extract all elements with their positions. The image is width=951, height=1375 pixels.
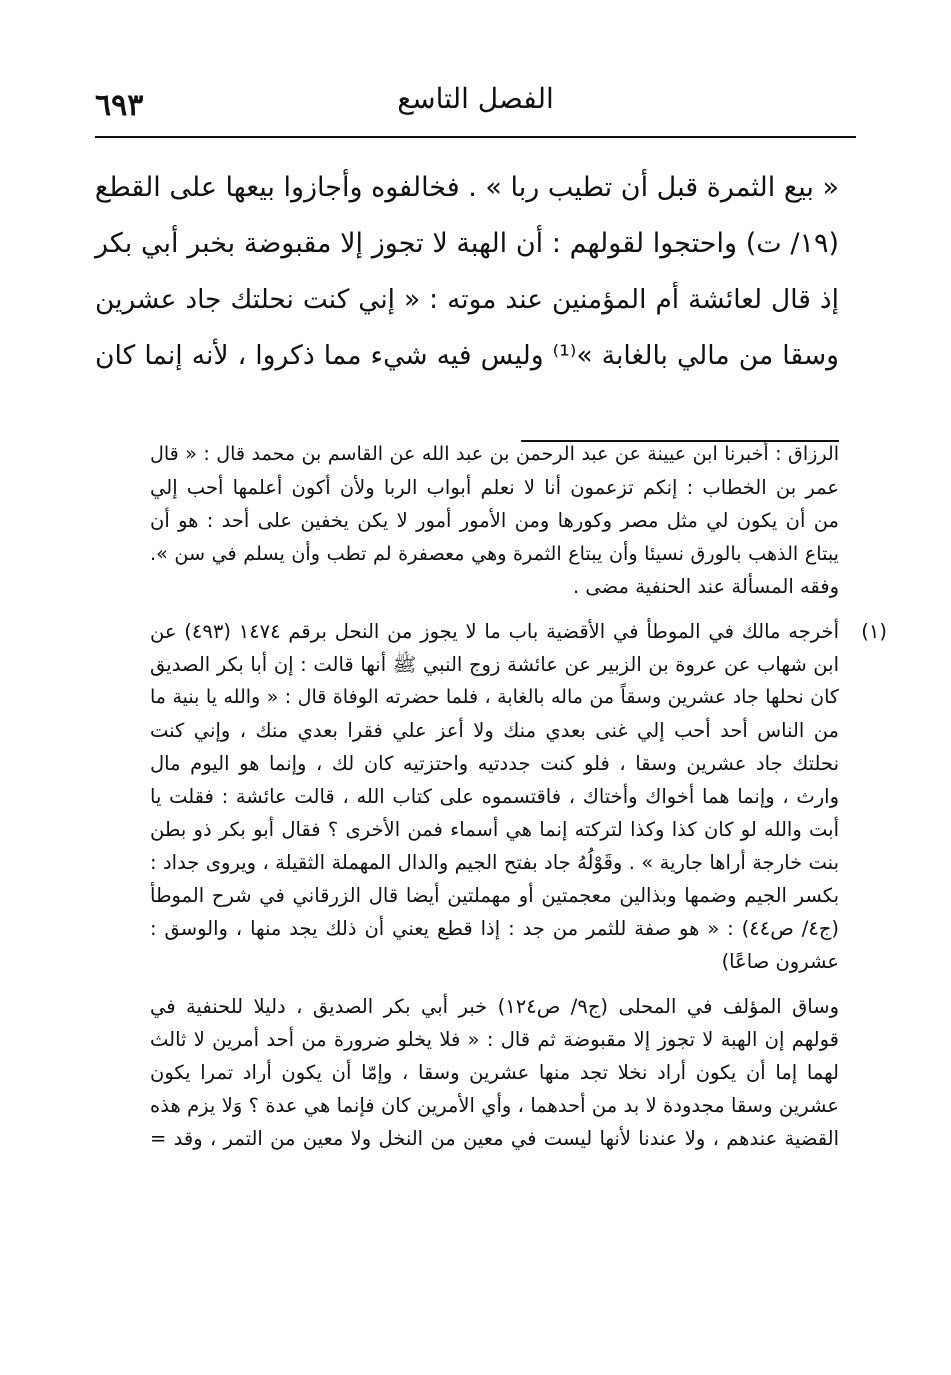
- main-text-line: وسقا من مالي بالغابة »⁽¹⁾ وليس فيه شيء مما ذكروا ، لأنه إنما كان: [95, 340, 839, 371]
- footnote-line: عمر بن الخطاب : إنكم تزعمون أنا لا نعلم أبواب الربا ولأن أكون أعلمها أحب إلي: [150, 476, 839, 499]
- footnote-line: لهما إما أن يكون أراد نخلا تجد منها عشرين وسقا ، وإمّا أن يكون أراد تمرا يكون: [150, 1061, 839, 1084]
- footnote-line: عشرين وسقا مجدودة لا بد من أحدهما ، وأي الأمرين كان فإنما هي عدة ؟ وَلا يزم هذه: [150, 1094, 839, 1117]
- footnote-1: [150, 615, 887, 978]
- footnote-line: وساق المؤلف في المحلى (ج٩/ ص١٢٤) خبر أبي بكر الصديق ، دليلا للحنفية في: [150, 995, 839, 1018]
- main-text-line: « بيع الثمرة قبل أن تطيب ربا » . فخالفوه وأجازوا بيعها على القطع: [94, 172, 839, 203]
- footnote-line: (ج٤/ ص٤٤) : « هو صفة للثمر من جد : إذا قطع يعني أن ذلك يجد منها ، والوسق :: [150, 917, 840, 940]
- footnote-line: من أن يكون لي مثل مصر وكورها ومن الأمور أمور لا يكن يخفين على أحد : هو أن: [150, 509, 839, 532]
- footnote-marker: (١): [861, 620, 887, 643]
- footnote-line: بكسر الجيم وضمها وبذالين معجمتين أو مهملتين أيضا قال الزرقاني في شرح الموطأ: [150, 884, 839, 907]
- footnote-line: قولهم إن الهبة لا تجوز إلا مقبوضة ثم قال : « فلا يخلو ضرورة من أحد أمرين لا ثالث: [150, 1028, 839, 1051]
- footnote-line: القضية عندهم ، ولا عندنا لأنها ليست في معين من النخل ولا معين من التمر ، وقد =: [150, 1127, 839, 1150]
- footnote-line: عشرون صاعًا): [721, 950, 839, 973]
- main-text-line: إذ قال لعائشة أم المؤمنين عند موته : « إني كنت نحلتك جاد عشرين: [95, 284, 839, 315]
- footnote-line: وفقه المسألة عند الحنفية مضى .: [572, 575, 839, 598]
- running-header: [95, 80, 856, 138]
- page-number: ٦٩٣: [95, 88, 144, 123]
- footnote-line: الرزاق : أخبرنا ابن عيينة عن عبد الرحمن بن عبد الله عن القاسم بن محمد قال : « قال: [150, 443, 839, 465]
- main-text: [95, 160, 839, 384]
- footnote-line: كان نحلها جاد عشرين وسقاً من ماله بالغابة ، فلما حضرته الوفاة قال : « والله يا بنية ما: [150, 686, 839, 708]
- footnote-line: أخرجه مالك في الموطأ في الأقضية باب ما لا يجوز من النحل برقم ١٤٧٤ (٤٩٣) عن: [150, 620, 839, 643]
- chapter-title: الفصل التاسع: [397, 82, 554, 115]
- footnote-line: ابن شهاب عن عروة بن الزبير عن عائشة زوج النبي ﷺ أنها قالت : إن أبا بكر الصديق: [150, 653, 839, 676]
- footnote-line: يبتاع الذهب بالورق نسيئا وأن يبتاع الثمرة وهي معصفرة لم تطب وأن يسلم في سن ».: [150, 542, 839, 565]
- footnote-line: من الناس أحد أحب إلي غنى بعدي منك ولا أعز علي فقرا بعدي منك ، وإني كنت: [150, 719, 839, 742]
- main-text-line: (١٩/ ت) واحتجوا لقولهم : أن الهبة لا تجوز إلا مقبوضة بخبر أبي بكر: [95, 228, 839, 259]
- footnote-line: وارث ، وإنما هما أخواك وأختاك ، فاقتسموه على كتاب الله ، قالت عائشة : فقلت يا: [150, 785, 839, 808]
- footnote-line: أبت والله لو كان كذا وكذا لتركته إنما هي أسماء فمن الأخرى ؟ فقال أبو بكر ذو بطن: [150, 818, 839, 841]
- footnotes: [150, 438, 887, 1155]
- footnote-1-continuation: [150, 990, 839, 1155]
- footnote-line: نحلتك جاد عشرين وسقا ، فلو كنت جددتيه واحتزتيه كان لك ، وإنما هو اليوم مال: [150, 752, 839, 775]
- footnote-line: بنت خارجة أراها جارية » . وقَوْلُهُ جاد بفتح الجيم والدال المهملة الثقيلة ، ويروى جداد :: [150, 851, 839, 874]
- footnote-continued: [150, 438, 839, 603]
